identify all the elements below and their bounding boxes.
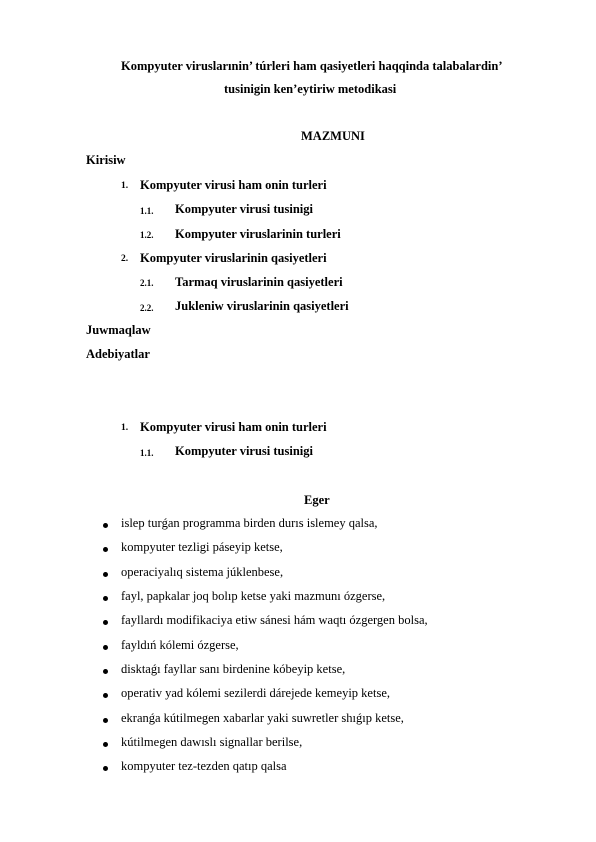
bullet-dot (103, 766, 108, 771)
bullet-dot (103, 693, 108, 698)
subsection-num: 1.1. (140, 448, 154, 458)
toc-item-1-label: Kompyuter virusi ham onin turleri (140, 178, 327, 192)
toc-item-1-2-label: Kompyuter viruslarinin turleri (175, 227, 341, 241)
toc-conclusion: Juwmaqlaw (86, 323, 151, 337)
bullet-dot (103, 645, 108, 650)
bullet-text: kompyuter tezligi páseyip ketse, (121, 540, 283, 554)
document-title-line-1: Kompyuter viruslarınin’ túrleri ham qasiyetleri haqqinda talabalardin’ (121, 59, 503, 73)
toc-item-2-1-num: 2.1. (140, 278, 154, 288)
toc-item-1-1-num: 1.1. (140, 206, 154, 216)
toc-item-2-1-label: Tarmaq viruslarinin qasiyetleri (175, 275, 343, 289)
toc-heading: MAZMUNI (301, 129, 365, 143)
toc-item-2-2-label: Jukleniw viruslarinin qasiyetleri (175, 299, 349, 313)
section-title: Kompyuter virusi ham onin turleri (140, 420, 327, 434)
bullet-dot (103, 742, 108, 747)
toc-item-1-1-label: Kompyuter virusi tusinigi (175, 202, 313, 216)
section-num: 1. (121, 423, 129, 433)
bullet-dot (103, 572, 108, 577)
toc-item-2-2-num: 2.2. (140, 303, 154, 313)
bullet-text: disktaǵı fayllar sanı birdenine kóbeyip ketse, (121, 662, 346, 676)
toc-intro: Kirisiw (86, 153, 126, 167)
bullet-text: kompyuter tez-tezden qatıp qalsa (121, 759, 287, 773)
bullet-text: operativ yad kólemi sezilerdi dárejede kemeyip ketse, (121, 686, 390, 700)
bullet-dot (103, 523, 108, 528)
bullet-dot (103, 669, 108, 674)
bullet-text: fayldıń kólemi ózgerse, (121, 638, 239, 652)
eger-heading: Eger (304, 493, 330, 507)
bullet-text: fayllardı modifikaciya etiw sánesi hám waqtı ózgergen bolsa, (121, 613, 428, 627)
bullet-dot (103, 718, 108, 723)
toc-item-1-2-num: 1.2. (140, 230, 154, 240)
bullet-text: ekranǵa kútilmegen xabarlar yaki suwretler shıǵıp ketse, (121, 711, 404, 725)
subsection-title: Kompyuter virusi tusinigi (175, 444, 313, 458)
bullet-dot (103, 596, 108, 601)
bullet-text: islep turǵan programma birden durıs islemey qalsa, (121, 516, 378, 530)
bullet-dot (103, 547, 108, 552)
toc-item-2-label: Kompyuter viruslarinin qasiyetleri (140, 251, 327, 265)
bullet-text: operaciyalıq sistema júklenbese, (121, 565, 284, 579)
toc-item-2-num: 2. (121, 254, 129, 264)
toc-item-1-num: 1. (121, 181, 129, 191)
document-title-line-2: tusinigin ken’eytiriw metodikasi (224, 82, 397, 96)
bullet-dot (103, 620, 108, 625)
bullet-text: fayl, papkalar joq bolıp ketse yaki mazmunı ózgerse, (121, 589, 386, 603)
bullet-text: kútilmegen dawıslı signallar berilse, (121, 735, 303, 749)
toc-references: Adebiyatlar (86, 347, 150, 361)
